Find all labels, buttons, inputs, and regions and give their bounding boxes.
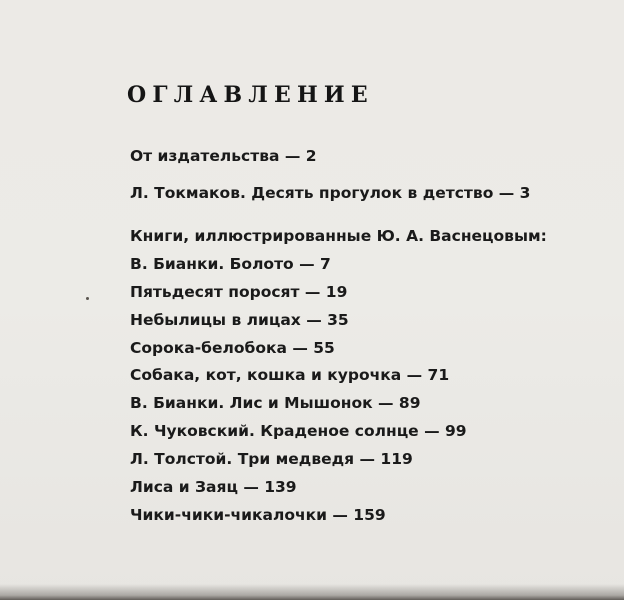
toc-entry: Пятьдесят поросят — 19 xyxy=(130,283,348,301)
toc-entry-tokmakov: Л. Токмаков. Десять прогулок в детство — 3 xyxy=(130,184,531,202)
toc-entry: К. Чуковский. Краденое солнце — 99 xyxy=(130,422,467,440)
toc-entry: В. Бианки. Лис и Мышонок — 89 xyxy=(130,394,421,412)
toc-entry: Л. Толстой. Три медведя — 119 xyxy=(130,450,413,468)
toc-section-heading: Книги, иллюстрированные Ю. А. Васнецовым: xyxy=(130,227,547,245)
toc-entry: В. Бианки. Болото — 7 xyxy=(130,255,331,273)
paper-speck xyxy=(86,297,89,300)
toc-entry: Чики-чики-чикалочки — 159 xyxy=(130,506,386,524)
toc-entry: Собака, кот, кошка и курочка — 71 xyxy=(130,366,450,384)
toc-entry: Небылицы в лицах — 35 xyxy=(130,311,349,329)
toc-entry-publisher: От издательства — 2 xyxy=(130,147,317,165)
page-edge-shadow xyxy=(0,584,624,600)
toc-entry: Лиса и Заяц — 139 xyxy=(130,478,297,496)
page-title: ОГЛАВЛЕНИЕ xyxy=(127,82,374,108)
toc-entry: Сорока-белобока — 55 xyxy=(130,339,335,357)
